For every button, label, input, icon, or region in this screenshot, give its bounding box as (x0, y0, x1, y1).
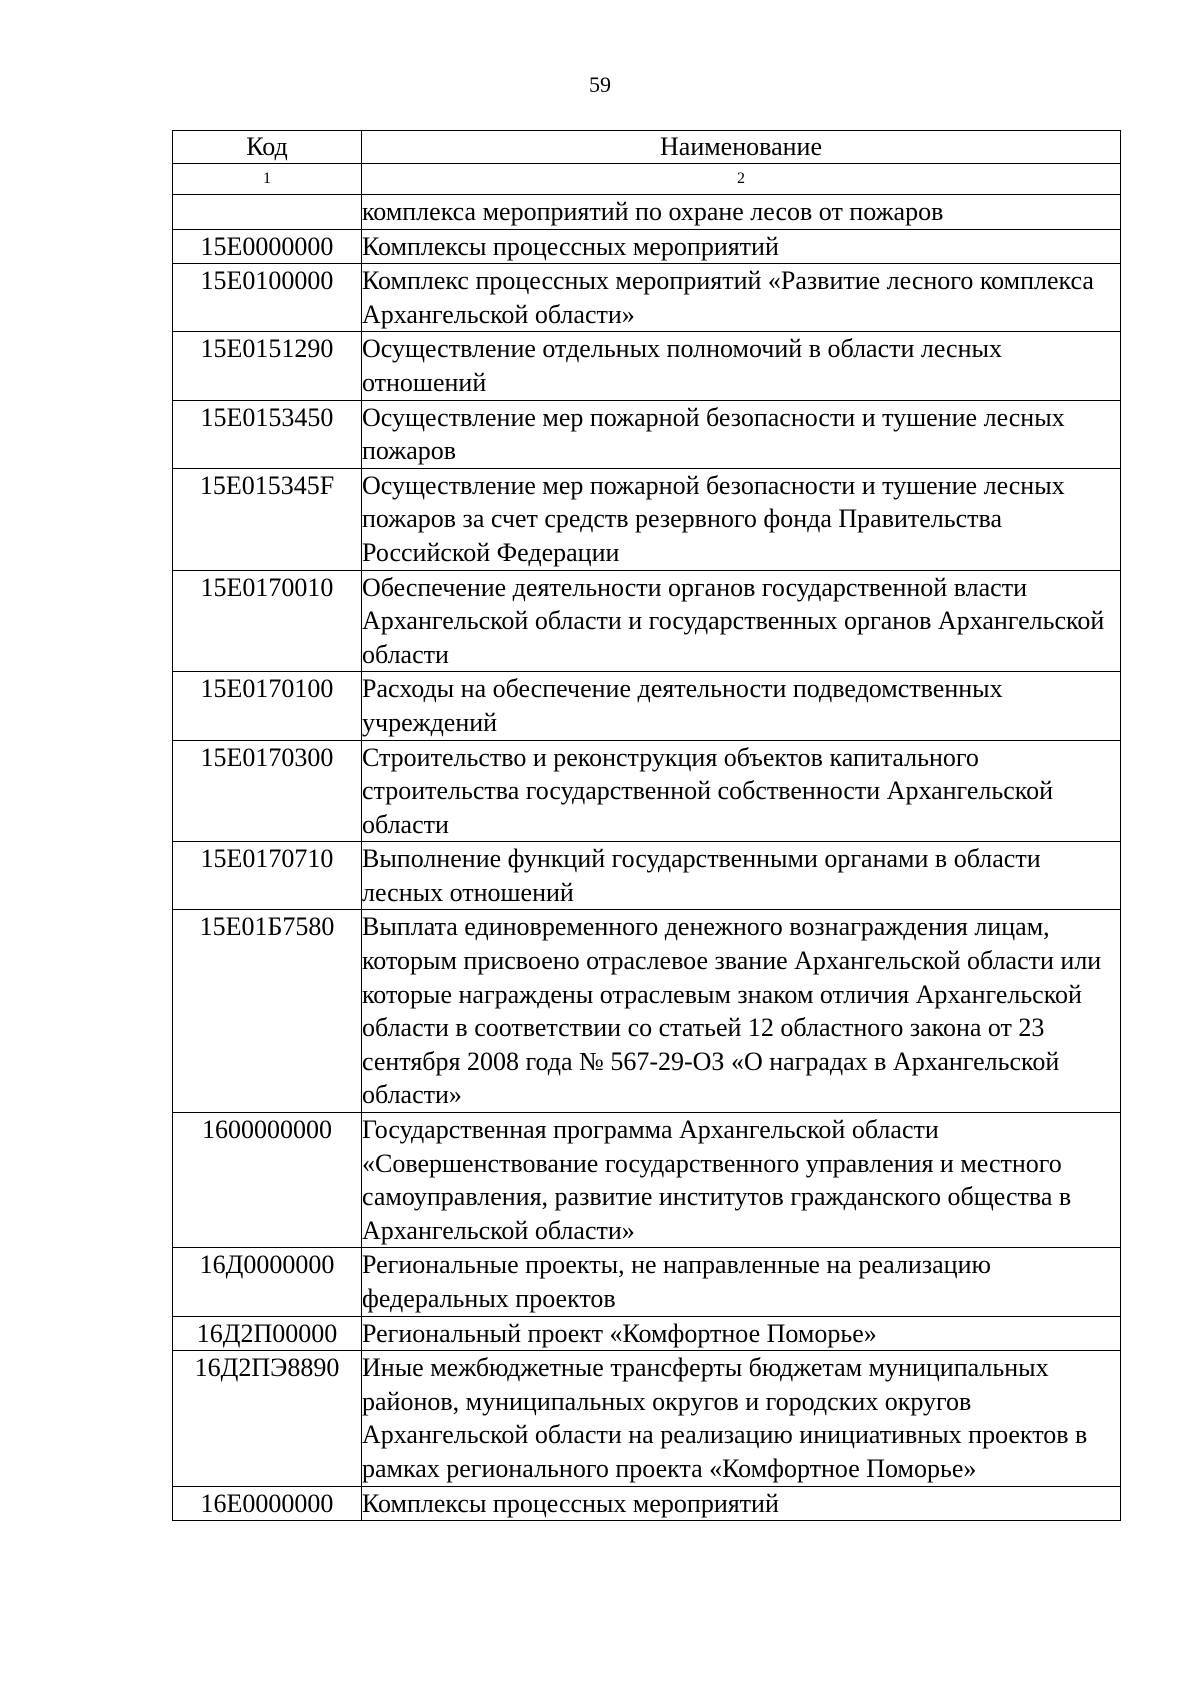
table-row (173, 400, 1121, 468)
row-code: 15Е0170710 (173, 842, 362, 910)
column-number-1: 1 (173, 164, 362, 195)
table-row (173, 1113, 1121, 1248)
row-code: 16Д2П00000 (173, 1316, 362, 1351)
row-code: 15Е0100000 (173, 264, 362, 332)
row-name: Комплексы процессных мероприятий (362, 1486, 1121, 1521)
row-name: Осуществление отдельных полномочий в области лесных отношений (362, 332, 1121, 400)
row-name: Комплекс процессных мероприятий «Развитие лесного комплекса Архангельской области» (362, 264, 1121, 332)
row-code: 15Е0153450 (173, 400, 362, 468)
row-name: Обеспечение деятельности органов государственной власти Архангельской области и государственных органов Архангельской области (362, 570, 1121, 672)
row-code: 15Е0000000 (173, 229, 362, 264)
row-name: Региональные проекты, не направленные на реализацию федеральных проектов (362, 1248, 1121, 1316)
header-name: Наименование (362, 131, 1121, 164)
table-row (173, 229, 1121, 264)
row-code: 15Е0170100 (173, 672, 362, 740)
table-header-row (173, 131, 1121, 164)
table-row (173, 672, 1121, 740)
row-name: Иные межбюджетные трансферты бюджетам муниципальных районов, муниципальных округов и городских округов Архангельской области на реализацию инициативных проектов в рамках регионального проекта «Комфортное Поморье» (362, 1351, 1121, 1486)
table-row (173, 570, 1121, 672)
row-code: 15Е0170010 (173, 570, 362, 672)
table-row (173, 1486, 1121, 1521)
row-code (173, 195, 362, 230)
row-code: 16Д0000000 (173, 1248, 362, 1316)
page-number: 59 (589, 72, 611, 97)
row-name: Комплексы процессных мероприятий (362, 229, 1121, 264)
row-name: Выплата единовременного денежного вознаграждения лицам, которым присвоено отраслевое звание Архангельской области или которые награждены отраслевым знаком отличия Архангельской области в соответствии со статьей 12 областного закона от 23 сентября 2008 года № 567-29-ОЗ «О наградах в Архангельской области» (362, 910, 1121, 1113)
row-code: 15Е01Б7580 (173, 910, 362, 1113)
row-code: 15Е0151290 (173, 332, 362, 400)
table-row (173, 910, 1121, 1113)
table-row (173, 1248, 1121, 1316)
table-row (173, 195, 1121, 230)
table-row (173, 332, 1121, 400)
row-code: 16Е0000000 (173, 1486, 362, 1521)
table-row (173, 740, 1121, 842)
row-name: Региональный проект «Комфортное Поморье» (362, 1316, 1121, 1351)
row-name: Строительство и реконструкция объектов капитального строительства государственной собственности Архангельской области (362, 740, 1121, 842)
row-name: комплекса мероприятий по охране лесов от пожаров (362, 195, 1121, 230)
column-number-2: 2 (362, 164, 1121, 195)
table-row (173, 1316, 1121, 1351)
row-code: 16Д2ПЭ8890 (173, 1351, 362, 1486)
row-code: 15Е015345F (173, 468, 362, 570)
row-name: Осуществление мер пожарной безопасности и тушение лесных пожаров (362, 400, 1121, 468)
table-row (173, 468, 1121, 570)
row-code: 1600000000 (173, 1113, 362, 1248)
table-row (173, 1351, 1121, 1486)
table-row (173, 264, 1121, 332)
budget-code-table (172, 130, 1121, 1521)
row-name: Государственная программа Архангельской области «Совершенствование государственного управления и местного самоуправления, развитие институтов гражданского общества в Архангельской области» (362, 1113, 1121, 1248)
row-name: Выполнение функций государственными органами в области лесных отношений (362, 842, 1121, 910)
row-name: Расходы на обеспечение деятельности подведомственных учреждений (362, 672, 1121, 740)
row-code: 15Е0170300 (173, 740, 362, 842)
row-name: Осуществление мер пожарной безопасности и тушение лесных пожаров за счет средств резервного фонда Правительства Российской Федерации (362, 468, 1121, 570)
table-row (173, 842, 1121, 910)
header-code: Код (173, 131, 362, 164)
column-number-row (173, 164, 1121, 195)
